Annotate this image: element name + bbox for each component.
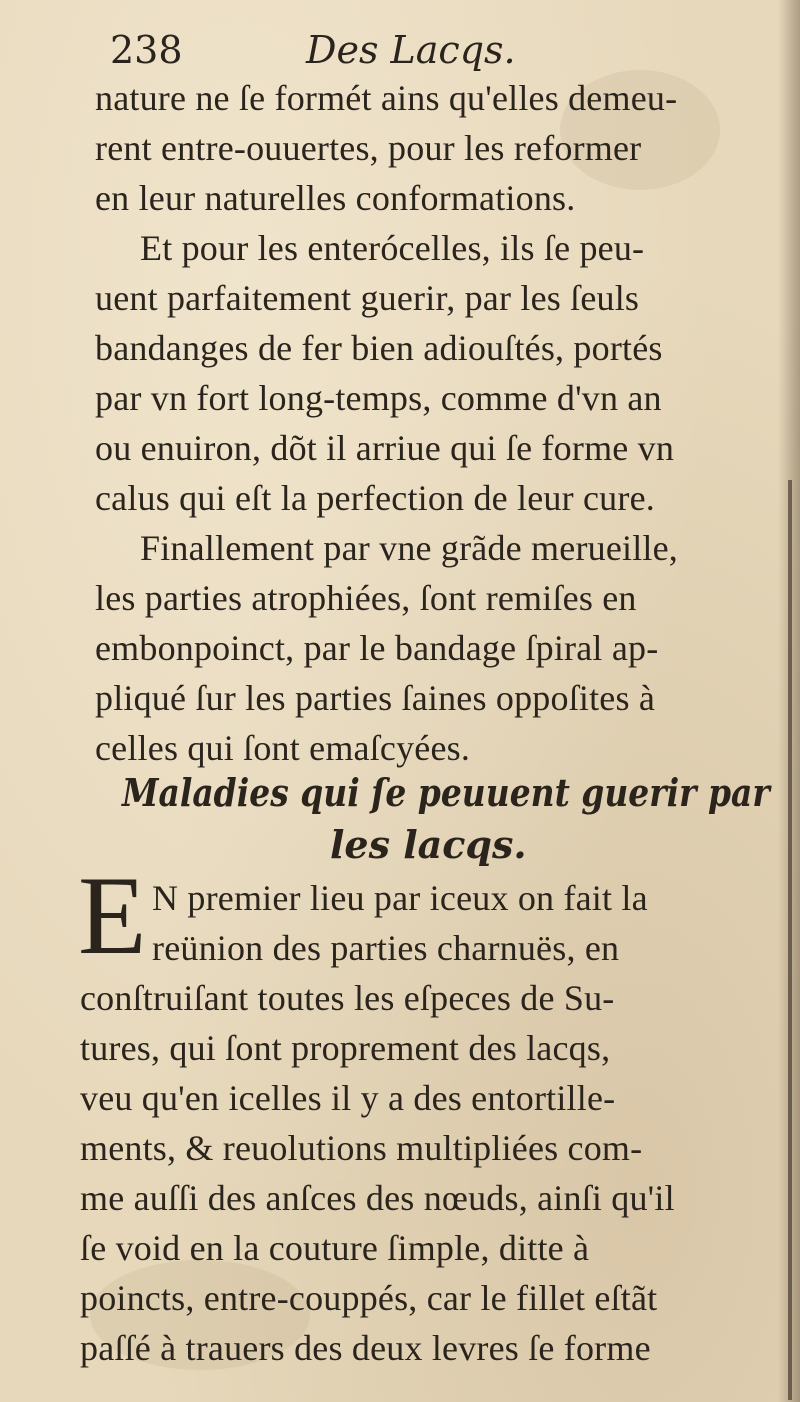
text-line: tures, qui ſont proprement des lacqs,	[80, 1028, 611, 1068]
text-line: bandanges de fer bien adiouſtés, portés	[95, 328, 663, 368]
text-line: nature ne ſe formét ains qu'elles demeu-	[95, 78, 678, 118]
text-line: conſtruiſant toutes les eſpeces de Su-	[80, 978, 615, 1018]
running-title: Des Lacqs.	[306, 28, 516, 72]
text-line: paſſé à trauers des deux levres ſe forme	[80, 1328, 651, 1368]
text-line: Finallement par vne grãde merueille,	[140, 528, 678, 568]
text-line: pliqué ſur les parties ſaines oppoſites à	[95, 678, 656, 718]
section-heading-line: les lacqs.	[330, 822, 527, 867]
running-head	[110, 28, 710, 78]
text-line: en leur naturelles conformations.	[95, 178, 576, 218]
text-line: veu qu'en icelles il y a des entortille-	[80, 1078, 616, 1118]
text-line: les parties atrophiées, ſont remiſes en	[95, 578, 637, 618]
page-binding-edge	[788, 480, 792, 1400]
text-line: celles qui ſont emaſcyées.	[95, 728, 471, 768]
page-number: 238	[110, 28, 183, 72]
section-heading-line: Maladies qui ſe peuuent guerir par	[122, 770, 770, 815]
text-line: N premier lieu par iceux on fait la	[152, 878, 648, 918]
text-line: Et pour les enterócelles, ils ſe peu-	[140, 228, 645, 268]
text-line: embonpoinct, par le bandage ſpiral ap-	[95, 628, 659, 668]
drop-cap: E	[78, 854, 147, 978]
text-line: reünion des parties charnuës, en	[152, 928, 620, 968]
text-line: poincts, entre-couppés, car le fillet eſtãt	[80, 1278, 658, 1318]
text-line: rent entre-ouuertes, pour les reformer	[95, 128, 642, 168]
text-line: ou enuiron, dõt il arriue qui ſe forme vn	[95, 428, 675, 468]
text-line: me auſſi des anſces des nœuds, ainſi qu'il	[80, 1178, 675, 1218]
text-line: calus qui eſt la perfection de leur cure.	[95, 478, 655, 518]
text-line: ſe void en la couture ſimple, ditte à	[80, 1228, 590, 1268]
text-line: uent parfaitement guerir, par les ſeuls	[95, 278, 640, 318]
text-line: par vn fort long-temps, comme d'vn an	[95, 378, 662, 418]
text-line: ments, & reuolutions multipliées com-	[80, 1128, 643, 1168]
